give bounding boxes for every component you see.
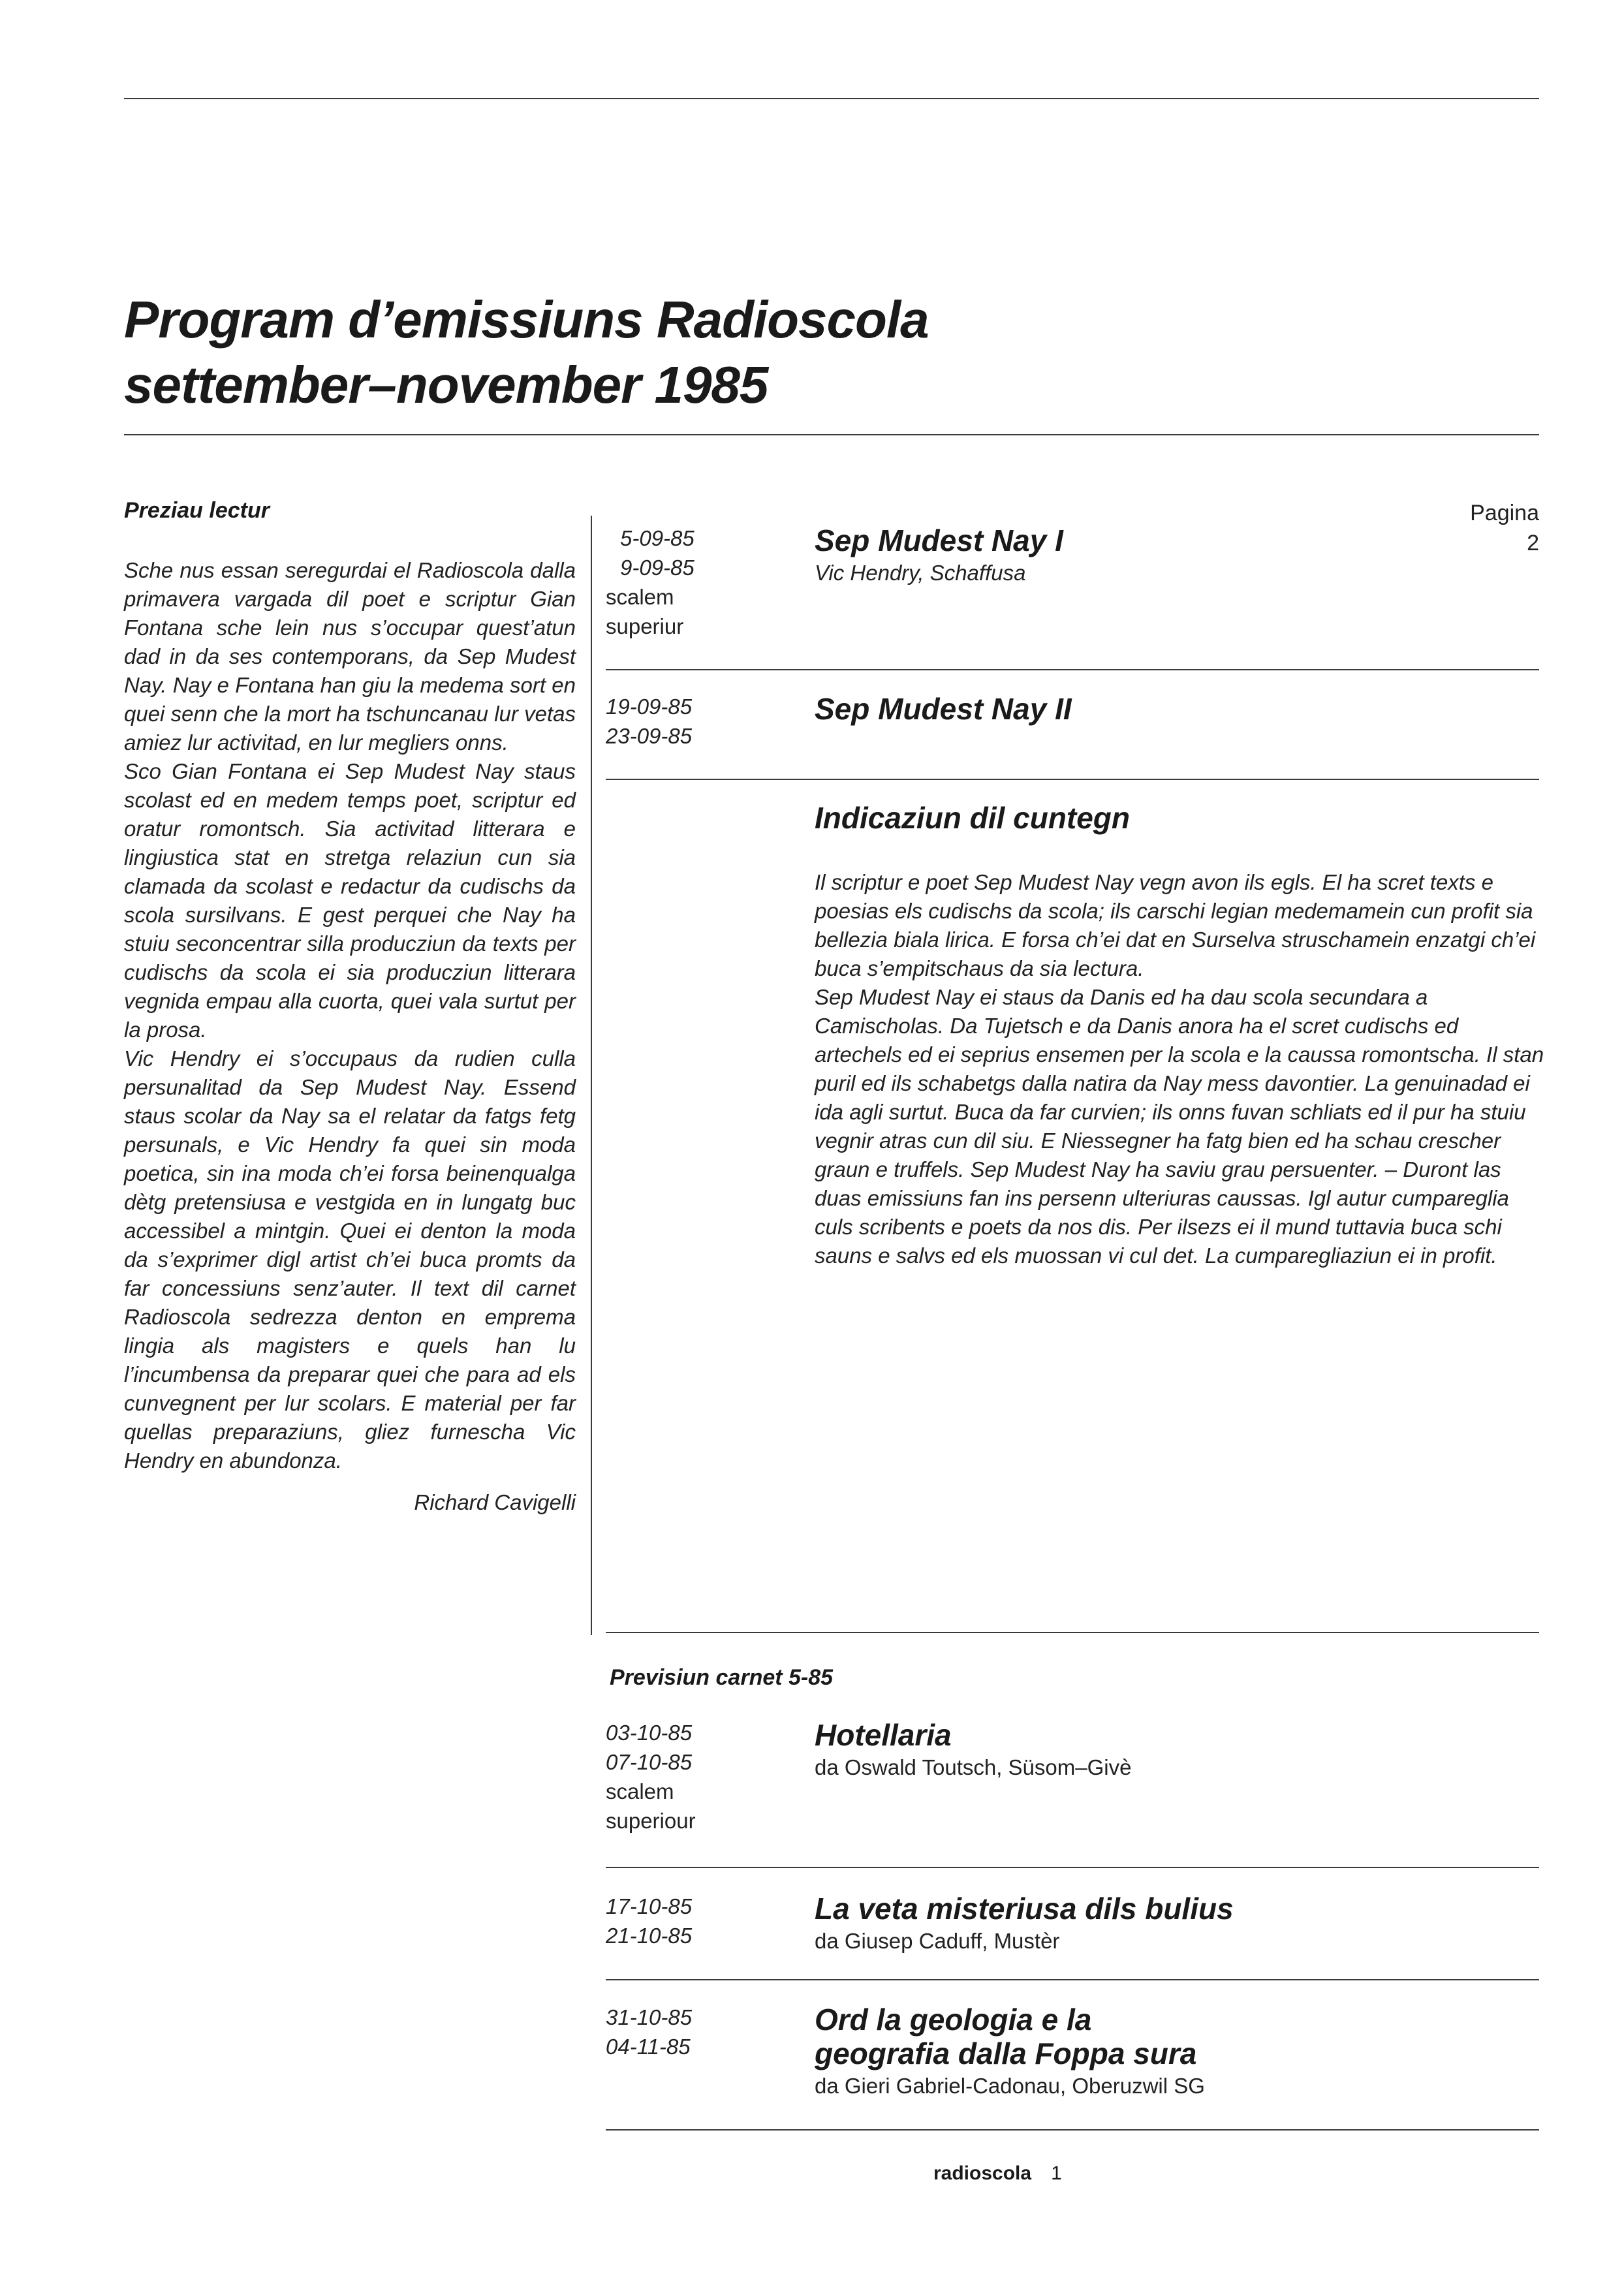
preface-paragraph: Sco Gian Fontana ei Sep Mudest Nay staus scolast ed en medem temps poet, scriptur ed oratur romontsch. Sia activitad litterara e lingiustica stat en stretga relaziun cun sia clamada da scolast e redactur da cudischs da scola sursilvans. E gest perquei che Nay ha stuiu seconcentrar silla producziun da texts per cudischs da scola ei sia producziun litterara vegnida empau alla cuorta, quei vala surtut per la prosa. xyxy=(124,759,576,1042)
previsiun-title: Ord la geologia e la xyxy=(815,2003,1092,2037)
previsiun-author: da Oswald Toutsch, Süsom–Givè xyxy=(815,1755,1132,1779)
previsiun-date: 04-11-85 xyxy=(606,2035,691,2059)
content-paragraph: Il scriptur e poet Sep Mudest Nay vegn avon ils egls. El ha scret texts e poesias els cudischs da scola; ils carschi legian medemamein cun profit sia bellezia biala lirica. E forsa ch’ei dat en Surselva struschamein enzatgi ch’ei buca s’empitschaus da sia lectura. xyxy=(815,870,1536,980)
top-rule xyxy=(124,98,1539,99)
footer-page-number: 1 xyxy=(1051,2162,1062,2184)
content-heading: Indicaziun dil cuntegn xyxy=(815,801,1130,835)
previsiun-title: La veta misteriusa dils bulius xyxy=(815,1892,1234,1926)
previsiun-dates xyxy=(606,1718,769,1835)
content-paragraph: Sep Mudest Nay ei staus da Danis ed ha dau scola secundara a Camischolas. Da Tujetsch e da Danis anora ha el scret cudischs ed artechels ed ei seprius ensemen per la scola e la caussa romontscha. Il stan puril ed ils schabetgs dalla natira da Nay mess davontier. La genuinadad ei ida agli surtut. Buca da far curvien; ils onns fuvan schliats ed il pur ha stuiu vegnir atras cun dil siu. E Niessegner ha fatg bien ed ha schau crescher graun e truffels. Sep Mudest Nay ha saviu grau persuenter. – Duront las duas emissiuns fan ins persenn ulteriuras caussas. Igl autur cumpareglia culs scribents e poets da nos dis. Per ilsezs ei il mund tuttavia buca schi sauns e salvs ed els muossan vi cul det. La cumparegliaziun ei in profit. xyxy=(815,985,1544,1268)
previsiun-date: 31-10-85 xyxy=(606,2005,693,2029)
preface-heading: Preziau lectur xyxy=(124,498,270,523)
previsiun-level: superiour xyxy=(606,1809,696,1833)
pagina-label: Pagina xyxy=(1470,501,1539,525)
previsiun-date: 07-10-85 xyxy=(606,1750,693,1774)
previsiun-title: geografia dalla Foppa sura xyxy=(815,2037,1197,2070)
page-footer xyxy=(933,2161,1062,2187)
preface-body xyxy=(124,556,576,1475)
entry-rule xyxy=(606,669,1539,670)
preface-signature: Richard Cavigelli xyxy=(414,1490,576,1514)
previsiun-date: 17-10-85 xyxy=(606,1894,693,1918)
broadcast-main xyxy=(815,692,1539,726)
title-line-1: Program d’emissiuns Radioscola xyxy=(124,290,929,349)
previsiun-level: scalem xyxy=(606,1779,674,1803)
column-divider xyxy=(591,516,592,1635)
entry-rule xyxy=(606,1979,1539,1980)
broadcast-date: 9-09-85 xyxy=(620,555,695,580)
previsiun-heading: Previsiun carnet 5-85 xyxy=(610,1665,834,1690)
broadcast-level: scalem xyxy=(606,585,674,609)
previsiun-dates xyxy=(606,2003,769,2061)
broadcast-dates xyxy=(606,692,769,751)
content-body xyxy=(815,868,1544,1270)
preface-paragraph: Vic Hendry ei s’occupaus da rudien culla persunalitad da Sep Mudest Nay. Essend staus scolar da Nay sa el relatar da fatgs fetg persunals, e Vic Hendry fa quei sin moda poetica, sin ina moda ch’ei forsa beinenqualga dètg pretensiusa e vestgida en in lungatg buc accessibel a mintgin. Quei ei denton la moda da s’exprimer digl artist ch’ei buca promts da far concessiuns senz’auter. Il text dil carnet Radioscola sedrezza denton en emprema lingia als magisters e quels han lu l’incumbensa da preparar quei che para ad els cunvegnent per lur scolars. E material per far quellas preparaziuns, gliez furnescha Vic Hendry en abundonza. xyxy=(124,1046,576,1473)
previsiun-date: 03-10-85 xyxy=(606,1721,693,1745)
broadcast-author: Vic Hendry, Schaffusa xyxy=(815,561,1026,585)
previsiun-main xyxy=(815,2003,1539,2102)
preface-paragraph: Sche nus essan seregurdai el Radioscola dalla primavera vargada dil poet e scriptur Gian Fontana sche lein nus s’occupar quest’atun dad in da ses contemporans, da Sep Mudest Nay. Nay e Fontana han giu la medema sort en quei senn che la mort ha tschuncanau lur vetas amiez lur activitad, en lur megliers onns. xyxy=(124,558,576,755)
previsiun-dates xyxy=(606,1892,769,1950)
preface-column xyxy=(124,496,576,1517)
previsiun-title: Hotellaria xyxy=(815,1718,952,1752)
previsiun-main xyxy=(815,1892,1539,1957)
previsiun-date: 21-10-85 xyxy=(606,1924,693,1948)
previsiun-author: da Giusep Caduff, Mustèr xyxy=(815,1929,1060,1953)
title-rule xyxy=(124,434,1539,435)
previsiun-author: da Gieri Gabriel-Cadonau, Oberuzwil SG xyxy=(815,2074,1205,2098)
previsiun-main xyxy=(815,1718,1539,1783)
previsiun-entry xyxy=(606,1892,1539,1963)
previsiun-entry xyxy=(606,2003,1539,2100)
broadcast-dates xyxy=(606,523,769,641)
broadcast-title: Sep Mudest Nay I xyxy=(815,523,1063,557)
broadcast-title: Sep Mudest Nay II xyxy=(815,692,1072,726)
title-line-2: settember–november 1985 xyxy=(124,356,768,414)
broadcast-entry xyxy=(606,523,1539,654)
broadcast-date: 23-09-85 xyxy=(606,724,693,748)
broadcast-entry xyxy=(606,692,1539,764)
broadcast-date: 5-09-85 xyxy=(620,526,695,550)
entry-rule xyxy=(606,779,1539,780)
bottom-rule xyxy=(606,2129,1539,2131)
broadcast-date: 19-09-85 xyxy=(606,695,693,719)
pagina-number: 2 xyxy=(1527,531,1539,555)
previsiun-rule xyxy=(606,1632,1539,1633)
broadcast-main xyxy=(815,523,1539,589)
entry-rule xyxy=(606,1867,1539,1868)
broadcast-level: superiur xyxy=(606,614,684,638)
page-title xyxy=(124,287,1234,418)
footer-brand: radioscola xyxy=(933,2162,1032,2184)
previsiun-entry xyxy=(606,1718,1539,1849)
